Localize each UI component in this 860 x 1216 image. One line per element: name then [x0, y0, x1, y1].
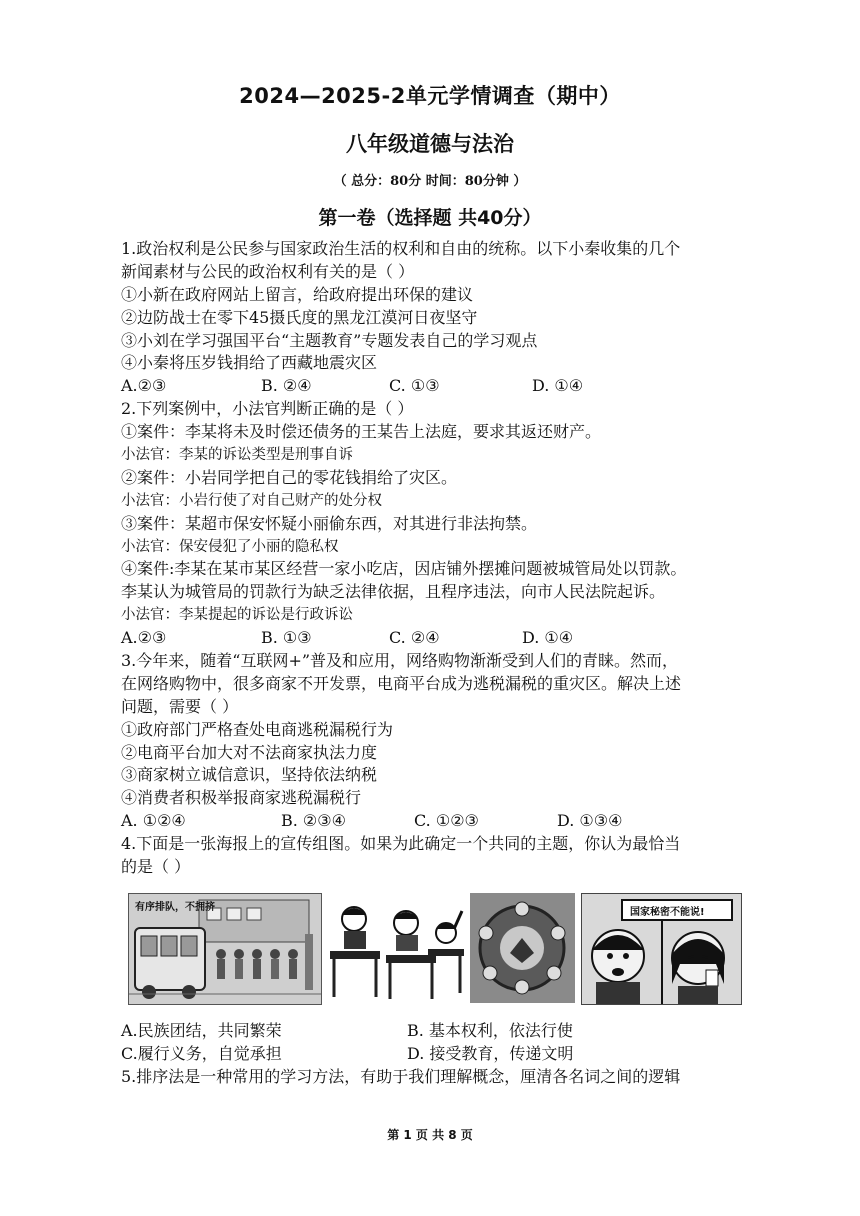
q1-option-b: B. ②④: [261, 376, 312, 396]
q4-options-row1: [121, 1019, 746, 1042]
q1-item-3: ③小刘在学习强国平台“主题教育”专题发表自己的学习观点: [121, 330, 538, 350]
q2-judge-2: 小法官：小岩行使了对自己财产的处分权: [121, 492, 382, 509]
q3-stem-line2: 在网络购物中，很多商家不开发票，电商平台成为逃税漏税的重灾区。解决上述: [121, 673, 682, 693]
q4-option-d: D. 接受教育，传递文明: [407, 1043, 574, 1063]
question-body: [121, 238, 746, 879]
page-number: 第 1 页 共 8 页: [387, 1128, 473, 1142]
question-body-continued: [121, 1019, 746, 1088]
q4-option-a: A.民族团结，共同繁荣: [121, 1021, 282, 1040]
q1-option-c: C. ①③: [389, 376, 440, 396]
q2-stem: 2.下列案例中，小法官判断正确的是（ ）: [121, 399, 414, 419]
q2-options: [121, 627, 746, 650]
q3-item-3: ③商家树立诚信意识，坚持依法纳税: [121, 765, 378, 785]
q3-option-a: A. ①②④: [121, 811, 186, 831]
exam-subject: 八年级道德与法治: [346, 132, 514, 156]
q5-stem-line1: 5.排序法是一种常用的学习方法，有助于我们理解概念，厘清各名词之间的逻辑: [121, 1066, 681, 1086]
q3-item-2: ②电商平台加大对不法商家执法力度: [121, 742, 378, 762]
poster-panel-secret: [581, 893, 742, 1005]
poster-panel-unity: [470, 893, 575, 1003]
q1-option-d: D. ①④: [532, 376, 584, 396]
q3-item-1: ①政府部门严格查处电商逃税漏税行为: [121, 719, 394, 739]
q4-stem-line2: 的是（ ）: [121, 857, 191, 877]
poster-panel-classroom: [324, 893, 466, 1003]
poster-image-strip: [128, 893, 740, 1003]
q2-option-d: D. ①④: [522, 628, 574, 648]
q3-stem-line1: 3.今年来，随着“互联网+”普及和应用，网络购物渐渐受到人们的青睐。然而，: [121, 651, 679, 671]
q1-stem-line2: 新闻素材与公民的政治权利有关的是（ ）: [121, 261, 415, 281]
q2-case-4a: ④案件:李某在某市某区经营一家小吃店，因店铺外摆摊问题被城管局处以罚款。: [121, 559, 687, 579]
q2-case-3: ③案件：某超市保安怀疑小丽偷东西，对其进行非法拘禁。: [121, 513, 538, 533]
q3-item-4: ④消费者积极举报商家逃税漏税行: [121, 788, 362, 808]
q2-judge-3: 小法官：保安侵犯了小丽的隐私权: [121, 538, 339, 555]
q3-stem-line3: 问题，需要（ ）: [121, 696, 239, 716]
classroom-illustration: [324, 893, 466, 1003]
exam-meta: （ 总分：80分 时间：80分钟 ）: [333, 174, 527, 189]
q3-options: [121, 810, 746, 833]
unity-circle-illustration: [470, 893, 575, 1003]
queue-caption: 有序排队，不拥挤: [135, 902, 215, 913]
q4-options-row2: [121, 1042, 746, 1065]
q1-options: [121, 375, 746, 398]
q4-option-c: C.履行义务，自觉承担: [121, 1043, 282, 1063]
section-heading: 第一卷（选择题 共40分）: [318, 207, 542, 229]
q1-item-1: ①小新在政府网站上留言，给政府提出环保的建议: [121, 284, 474, 304]
poster-panel-queue: [128, 893, 322, 1005]
secret-caption: 国家秘密不能说!: [630, 907, 705, 918]
exam-title: 2024—2025-2单元学情调查（期中）: [239, 84, 621, 108]
q1-stem-line1: 1.政治权利是公民参与国家政治生活的权利和自由的统称。以下小秦收集的几个: [121, 239, 681, 258]
q3-option-c: C. ①②③: [414, 811, 479, 831]
q4-option-b: B. 基本权利，依法行使: [407, 1021, 573, 1040]
q2-option-a: A.②③: [121, 628, 167, 648]
q2-case-1: ①案件：李某将未及时偿还债务的王某告上法庭，要求其返还财产。: [121, 422, 602, 442]
q3-option-d: D. ①③④: [557, 811, 623, 831]
q4-stem-line1: 4.下面是一张海报上的宣传组图。如果为此确定一个共同的主题，你认为最恰当: [121, 834, 681, 854]
q2-judge-4: 小法官：李某提起的诉讼是行政诉讼: [121, 607, 353, 624]
q2-option-c: C. ②④: [389, 628, 440, 648]
q2-case-4b: 李某认为城管局的罚款行为缺乏法律依据，且程序违法，向市人民法院起诉。: [121, 582, 666, 602]
q2-judge-1: 小法官：李某的诉讼类型是刑事自诉: [121, 447, 353, 464]
q1-item-2: ②边防战士在零下45摄氏度的黑龙江漠河日夜坚守: [121, 307, 478, 327]
q2-option-b: B. ①③: [261, 628, 312, 648]
q3-option-b: B. ②③④: [281, 811, 346, 831]
q1-option-a: A.②③: [121, 376, 167, 396]
q2-case-2: ②案件：小岩同学把自己的零花钱捐给了灾区。: [121, 467, 458, 487]
q1-item-4: ④小秦将压岁钱捐给了西藏地震灾区: [121, 353, 378, 373]
